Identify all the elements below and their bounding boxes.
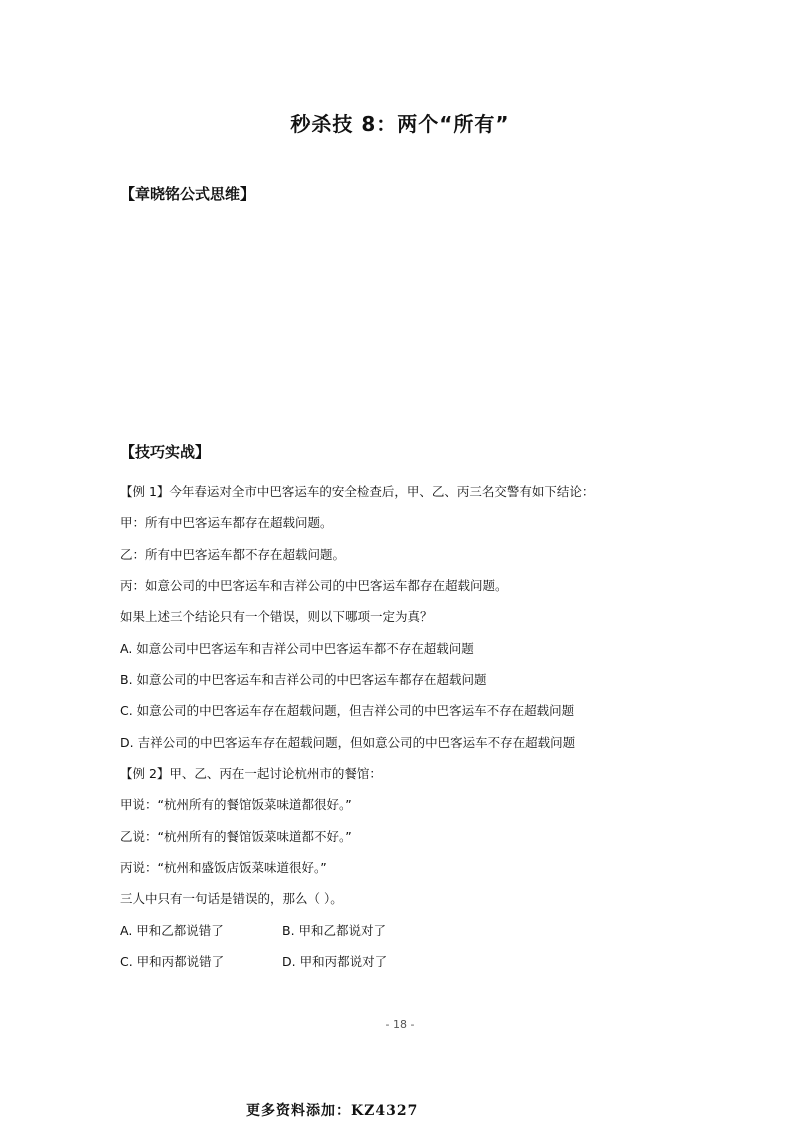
example1-option-c: C. 如意公司的中巴客运车存在超载问题，但吉祥公司的中巴客运车不存在超载问题	[120, 703, 575, 718]
example1-option-a: A. 如意公司中巴客运车和吉祥公司中巴客运车都不存在超载问题	[120, 641, 474, 656]
example1-statement: 丙：如意公司的中巴客运车和吉祥公司的中巴客运车都存在超载问题。	[120, 578, 508, 593]
example2-statement: 甲说：“杭州所有的餐馆饭菜味道都很好。”	[120, 797, 352, 812]
example2-option-a: A. 甲和乙都说错了	[120, 923, 224, 938]
example2-question: 三人中只有一句话是错误的，那么（ ）。	[120, 891, 343, 906]
example1-option-d: D. 吉祥公司的中巴客运车存在超载问题，但如意公司的中巴客运车不存在超载问题	[120, 735, 576, 750]
example2-option-c: C. 甲和丙都说错了	[120, 954, 225, 969]
example1-statement: 甲：所有中巴客运车都存在超载问题。	[120, 515, 333, 530]
example2-statement: 丙说：“杭州和盛饭店饭菜味道很好。”	[120, 860, 327, 875]
example1-option-b: B. 如意公司的中巴客运车和吉祥公司的中巴客运车都存在超载问题	[120, 672, 487, 687]
page-title: 秒杀技 8：两个“所有”	[290, 112, 510, 136]
example2-intro: 【例 2】甲、乙、丙在一起讨论杭州市的餐馆：	[120, 766, 382, 781]
example1-intro: 【例 1】今年春运对全市中巴客运车的安全检查后，甲、乙、丙三名交警有如下结论：	[120, 484, 595, 499]
example2-option-d: D. 甲和丙都说对了	[282, 954, 388, 969]
example1-statement: 乙：所有中巴客运车都不存在超载问题。	[120, 547, 346, 562]
page-number: - 18 -	[385, 1018, 415, 1031]
example2-option-b: B. 甲和乙都说对了	[282, 923, 387, 938]
footer-contact: 更多资料添加：KZ4327	[246, 1103, 419, 1119]
section-heading-practice: 【技巧实战】	[120, 443, 211, 461]
section-heading-formula: 【章晓铭公式思维】	[120, 185, 256, 203]
example2-statement: 乙说：“杭州所有的餐馆饭菜味道都不好。”	[120, 829, 352, 844]
example1-question: 如果上述三个结论只有一个错误，则以下哪项一定为真？	[120, 609, 433, 624]
